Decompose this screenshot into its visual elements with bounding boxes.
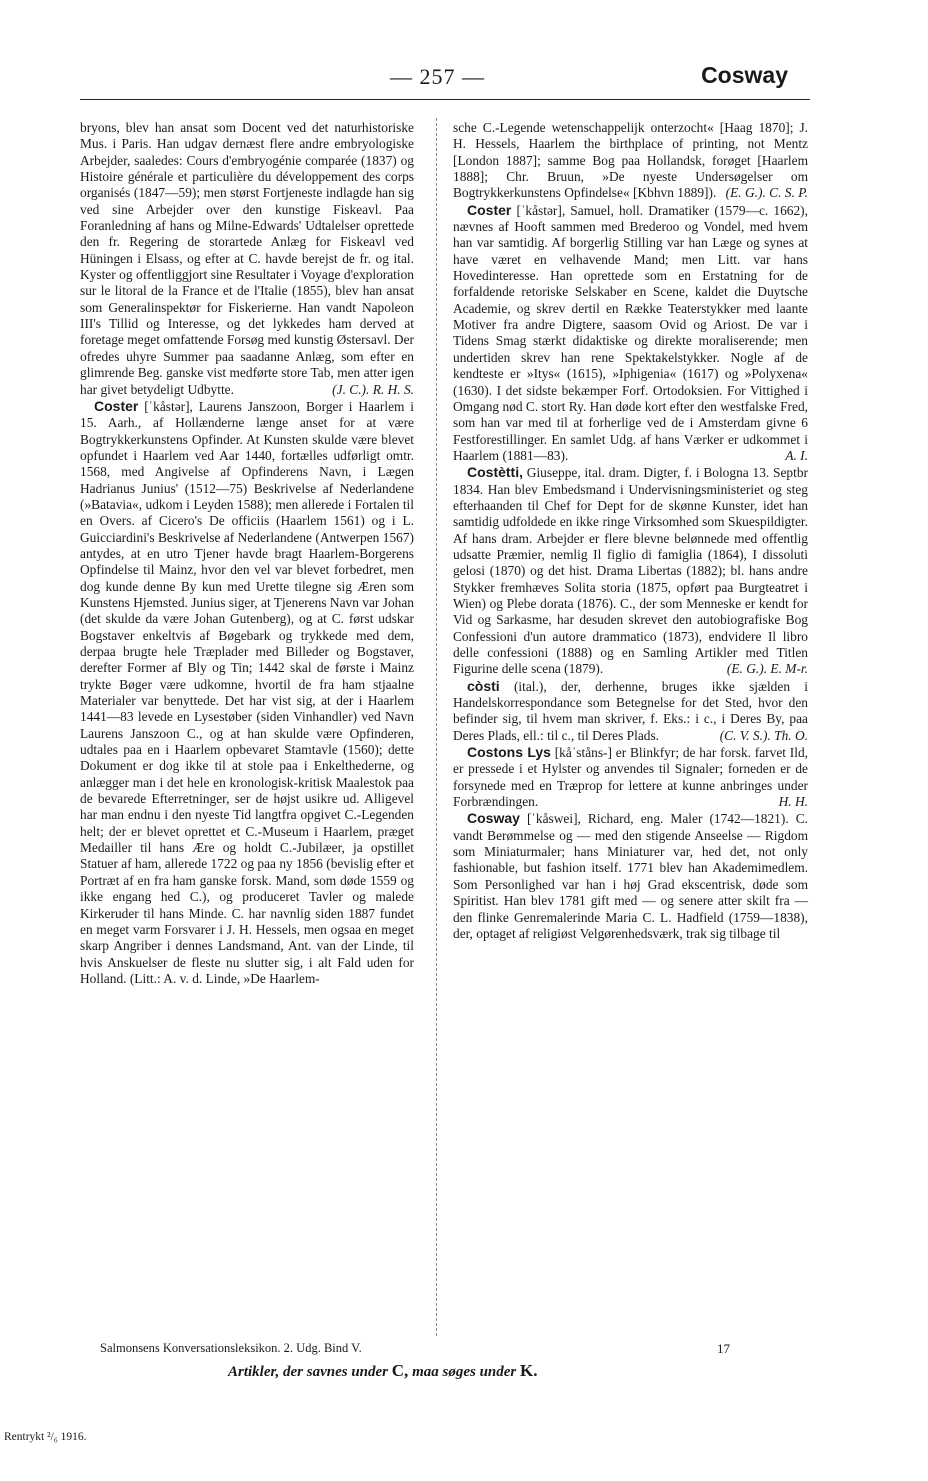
entry-signature: (E. G.). E. M-r.	[726, 661, 808, 677]
entry-text: [ˈkåstər], Laurens Janszoon, Borger i Haarlem i 15. Aarh., af Hollænderne længe anset for at være Bogtrykkerkunstens Opfinder. At Kunsten skulde være blevet opfundet i Haarlem ved Aar 1440, fortælles udførligt omtr. 1568, med Angivelse af Opfinderens Navn, i Lægen Hadrianus Junius' (1512—75) Beskrivelse af Nederlandene (»Batavia«, udkom i Leyden 1588); men allerede i Fortalen til en Overs. af Cicero's De officiis (Haarlem 1561) og i L. Guicciardini's Beskrivelse af Nederlandene (Antwerpen 1567) antydes, at en utro Tjener havde bragt Haarlem-Borgerens Opfindelse til Mainz, hvor den vel var blevet forbedret, men dog kunde denne By kun med Urette tilegne sig Æren som Kunstens Hjemsted. Junius siger, at Tjenerens Navn var Johan (det skulde da være Johan Gutenberg), og at C. først udskar Bogstaver enkeltvis af Bøgebark og trykkede med dem, derpaa brugte hele Træplader med Billeder og Bogstaver, derefter Former af Bly og Tin; 1442 skal de første i Mainz trykte Bøger være udkomne, hvortil de fra ham stjaalne Materialer var benyttede. Det har vist sig, at der i Haarlem 1441—83 levede en Lysestøber (siden Vinhandler) ved Navn Laurens Janszoon C., og at han skulde være Opfinderen, udtales paa en i Haarlem opbevaret Stamtavle (1560); dette Dokument er dog ikke til at stole paa i Enkelthederne, og anlægger man i det hele en kronologisk-kritisk Maalestok paa de bevarede Efterretninger, ser de højst usikre ud. Alligevel har man endnu i den nyeste Tid langtfra opgivet C.-Legenden helt; der er blevet oprettet et C.-Museum i Haarlem, præget Medailler til hans Ære og holdt C.-Jubilæer, ja opstillet Statuer af ham, allerede 1722 og paa ny 1856 (bevislig efter et Portræt af en fra ham ganske forsk. Mand, som døde 1559 og ikke engang hed C.), og produceret Tavler og malede Kirkeruder til hans Minde. C. har navnlig siden 1887 fundet en meget varm Forsvarer i J. H. Hessels, men ogsaa en meget skarp Angriber i dennes Landsmand, Ant. van der Linde, til hvis Anskuelser de fleste nu slutter sig, i alt Fald uden for Holland. (Litt.: A. v. d. Linde, »De Haarlem-	[80, 398, 414, 986]
notice-letter-c: C,	[391, 1361, 409, 1380]
notice-prefix: Artikler, der savnes under	[228, 1364, 389, 1380]
entry-text: [kåˈståns-] er Blinkfyr; de har forsk. farvet Ild, er pressede i et Hylster og anvendes til Signaler; forneden er de forsynede med en Træprop for lettere at kunne anbringes under Forbrændingen.	[453, 745, 808, 810]
entry-signature: (E. G.). C. S. P.	[725, 185, 808, 201]
header-rule	[80, 99, 810, 100]
entry-text: bryons, blev han ansat som Docent ved det naturhistoriske Mus. i Paris. Han udgav dernæst flere andre embryologiske Arbejder, saaledes: Cours d'embryogénie comparée (1837) og Histoire générale et particulière du développement des corps organisés (1847—59); men størst Fortjeneste indlagde han sig ved sine Arbejder over den kunstige Fiskeavl. Paa Foranledning af hans og Milne-Edwards' Udtalelser oprettede den fr. Regering de storartede Anlæg for Fiskeavl ved Hüningen i Elsass, og efter at C. havde berejst de fr. og ital. Kyster og offentliggjort sine Resultater i Voyage d'exploration sur le litoral de la France et de l'Italie (1855), blev han ansat som Generalinspektør for Fiskerierne. Han vandt Napoleon III's Tillid og Interesse, og det lykkedes ham derved at foretage meget omfattende Forsøg med kunstig Østersavl. Der ofredes uhyre Summer paa saadanne Anlæg, som efter en glimrende Beg. ganske vist medførte store Tab, men atter igen har givet betydeligt Udbytte.	[80, 120, 414, 397]
notice-mid: maa søges under	[412, 1364, 517, 1380]
entry-costi	[453, 678, 808, 744]
entry-signature: A. I.	[785, 447, 808, 463]
sheet-number: 17	[717, 1341, 730, 1356]
entry-text: Giuseppe, ital. dram. Digter, f. i Bologna 13. Septbr 1834. Han blev Embedsmand i Undervisningsministeriet og steg efterhaanden til Chef for Dept for de skønne Kunster, idet han samtidig udfoldede en ikke ringe Virksomhed som Skuespildigter. Af hans dram. Arbejder er flere blevne belønnede med offentlig udsatte Præmier, nemlig Il figlio di famiglia (1864), I dissoluti gelosi (1870) og det hist. Drama Libertas (1882); bl. hans andre Stykker fremhæves Solita storia (1875, opført paa Burgteatret i Wien) og Plebe dorata (1876). C., der som Menneske er kendt for Vid og Sarkasme, har desuden skrevet den autobiografiske Bog Confessioni d'un autore drammatico (1873), endvidere Il libro delle confessioni (1888) og en Samling Artikler med Titlen Figurine delle scena (1879).	[453, 465, 808, 677]
entry-continuation	[80, 120, 414, 398]
entry-continuation	[453, 120, 808, 202]
entry-signature: (C. V. S.). Th. O.	[719, 727, 808, 743]
entry-lemma: Costètti,	[467, 464, 523, 481]
running-headword: Cosway	[701, 62, 788, 88]
column-divider	[436, 118, 437, 1336]
notice-letter-k: K.	[520, 1361, 538, 1380]
entry-cosway	[453, 810, 808, 942]
footnote-notice	[228, 1361, 537, 1381]
entry-text: [ˈkåstər], Samuel, holl. Dramatiker (1579—c. 1662), nævnes af Hooft sammen med Brederoo og Vondel, med hvem han var samtidig. Af borgerlig Stilling var han Læge og synes at have været en velhavende Mand; men Litt. var hans Hovedinteresse. Han oprettede som en Erstatning for de forfaldende retoriske Selskaber en Scene, kaldet die Duytsche Academie, og skrev dertil en Række Teaterstykker med laante Motiver fra andre Digtere, saasom Ovid og Ariost. De var i Tidens Smag stærkt didaktiske og direkte moraliserende; men undertiden skrev han rene Spektakelstykker. Nogle af de kendteste er »Itys« (1615), »Iphigenia« (1617) og »Polyxena« (1630). I det sidste bekæmper Forf. Ortodoksien. For Vittighed i Omgang nød C. stort Ry. Han døde kort efter den westfalske Fred, som han var med til at forherlige ved de i Amsterdam givne 6 Festforestillinger. En samlet Udg. af hans Værker er udkommet i Haarlem (1881—83).	[453, 202, 808, 463]
page-number: — 257 —	[390, 64, 485, 89]
left-column	[80, 120, 414, 987]
source-line: Salmonsens Konversationsleksikon. 2. Udg. Bind V.	[100, 1341, 362, 1355]
reprint-note: Rentrykt ²/₆ 1916.	[4, 1431, 87, 1443]
entry-text: (ital.), der, derhenne, bruges ikke sjælden i Handelskorrespondance som Betegnelse for det Sted, hvor den befinder sig, til hvem man skriver, f. Eks.: i c., i Deres By, paa Deres Plads, ell.: til c., til Deres Plads.	[453, 678, 808, 743]
entry-lemma: Costons Lys	[467, 744, 551, 761]
entry-lemma: Coster	[467, 201, 512, 218]
entry-signature: H. H.	[778, 794, 808, 810]
entry-lemma: Coster	[94, 397, 139, 414]
entry-coster-samuel	[453, 202, 808, 465]
entry-text: sche C.-Legende wetenschappelijk onterzocht« [Haag 1870]; J. H. Hessels, Haarlem the birthplace of printing, not Mentz [London 1887]; samme Bog paa Hollandsk, forøget [Haarlem 1888]; Chr. Bruun, »De nyeste Undersøgelser om Bogtrykkerkunstens Opfindelse« [Kbhvn 1889]).	[453, 120, 808, 201]
entry-costons-lys	[453, 744, 808, 810]
entry-lemma: Cosway	[467, 810, 520, 827]
entry-lemma: còsti	[467, 677, 500, 694]
entry-costetti	[453, 464, 808, 677]
entry-coster-laurens	[80, 398, 414, 987]
entry-text: [ˈkåswei], Richard, eng. Maler (1742—1821). C. vandt Berømmelse og — med den stigende Anseelse — Rigdom som Miniaturmaler; hans Miniaturer var, hed det, not only fashionable, but fashion itself. 1771 blev han Akademimedlem. Som Personlighed var han i høj Grad ekscentrisk, døde som Spiritist. Han blev 1781 gift med — og senere atter skilt fra — den flinke Genremalerinde Maria C. L. Hadfield (1759—1838), der, optaget af religiøst Velgørenhedsværk, trak sig tilbage til	[453, 811, 808, 941]
page-header	[80, 62, 808, 96]
right-column	[453, 120, 808, 942]
entry-signature: (J. C.). R. H. S.	[332, 381, 414, 397]
